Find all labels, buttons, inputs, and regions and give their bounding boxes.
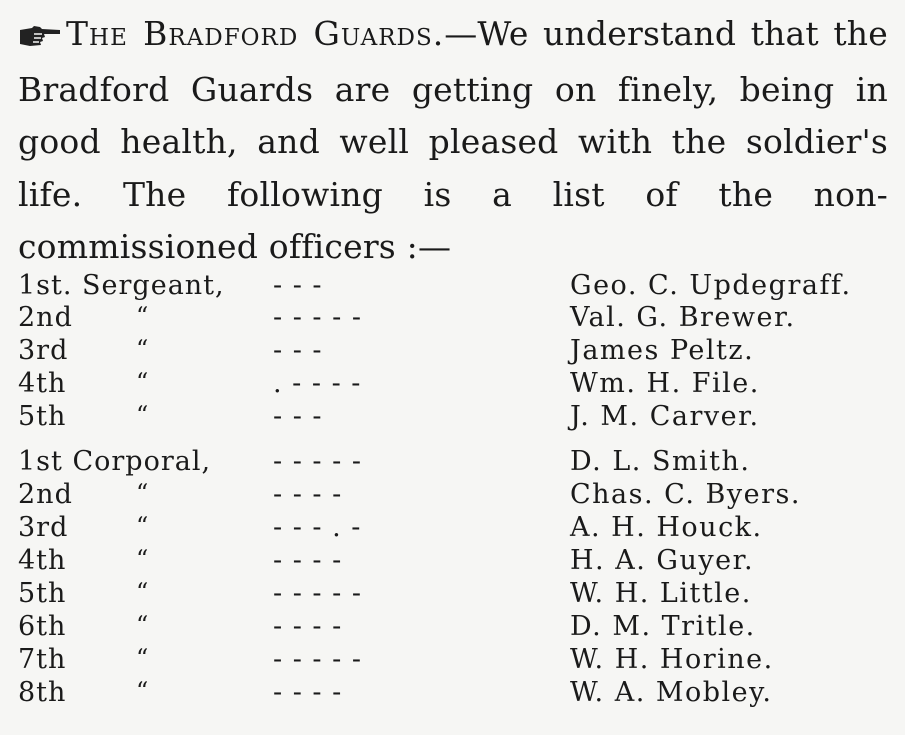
officer-name: Wm. H. File. (570, 368, 760, 399)
article-body: —We understand that the Bradford Guards are getting on finely, being in good health, and well pleased with the soldier's life. The following is a list of the non-commissioned officers :— (18, 14, 888, 266)
dot-leader: - - - - - (273, 446, 362, 477)
officer-rank: 2nd (18, 479, 73, 510)
dot-leader: - - - - - (273, 302, 362, 333)
dot-leader: - - - (273, 335, 323, 366)
dot-leader: - - - - - (273, 644, 362, 675)
officer-name: D. M. Tritle. (570, 611, 756, 642)
officer-row (18, 446, 898, 479)
ditto-mark: “ (136, 335, 150, 363)
dot-leader: - - - - (273, 611, 343, 642)
dot-leader: - - - - - (273, 578, 362, 609)
officer-name: W. A. Mobley. (570, 677, 773, 708)
pointing-hand-icon (18, 11, 62, 64)
officer-name: Geo. C. Updegraff. (570, 270, 852, 301)
officer-rank: 4th (18, 368, 67, 399)
officer-rank: 5th (18, 578, 67, 609)
ditto-mark: “ (136, 677, 150, 705)
ditto-mark: “ (136, 611, 150, 639)
ditto-mark: “ (136, 368, 150, 396)
officer-row (18, 578, 898, 611)
dot-leader: - - - . - (273, 512, 362, 543)
dot-leader: - - - - (273, 479, 343, 510)
officer-name: Val. G. Brewer. (570, 302, 796, 333)
officer-name: J. M. Carver. (570, 401, 760, 432)
officer-row (18, 401, 898, 434)
officer-name: W. H. Horine. (570, 644, 774, 675)
dot-leader: - - - - (273, 677, 343, 708)
ditto-mark: “ (136, 479, 150, 507)
officer-row (18, 677, 898, 710)
ditto-mark: “ (136, 512, 150, 540)
officer-name: Chas. C. Byers. (570, 479, 801, 510)
officer-rank: 4th (18, 545, 67, 576)
officer-name: H. A. Guyer. (570, 545, 755, 576)
officer-name: W. H. Little. (570, 578, 752, 609)
ditto-mark: “ (136, 302, 150, 330)
officer-rank: 3rd (18, 335, 69, 366)
officer-name: James Peltz. (570, 335, 755, 366)
officer-row (18, 611, 898, 644)
dot-leader: - - - (273, 401, 323, 432)
officer-row (18, 335, 898, 368)
officer-row (18, 644, 898, 677)
officer-rank: 5th (18, 401, 67, 432)
dot-leader: - - - (273, 270, 323, 301)
dot-leader: - - - - (273, 545, 343, 576)
officer-row (18, 512, 898, 545)
ditto-mark: “ (136, 401, 150, 429)
officer-rank: 6th (18, 611, 67, 642)
ditto-mark: “ (136, 545, 150, 573)
ditto-mark: “ (136, 644, 150, 672)
officer-row (18, 270, 898, 303)
officer-rank: 3rd (18, 512, 69, 543)
officer-name: A. H. Houck. (570, 512, 763, 543)
article-heading: The Bradford Guards. (66, 14, 445, 53)
officer-row (18, 368, 898, 401)
officer-rank: 1st Corporal, (18, 446, 212, 477)
officer-row (18, 302, 898, 335)
officer-rank: 2nd (18, 302, 73, 333)
officer-row (18, 545, 898, 578)
officer-row (18, 479, 898, 512)
dot-leader: . - - - - (273, 368, 362, 399)
article-paragraph (18, 8, 888, 274)
officer-rank: 8th (18, 677, 67, 708)
officer-rank: 1st. Sergeant, (18, 270, 225, 301)
officer-name: D. L. Smith. (570, 446, 751, 477)
officer-rank: 7th (18, 644, 67, 675)
ditto-mark: “ (136, 578, 150, 606)
